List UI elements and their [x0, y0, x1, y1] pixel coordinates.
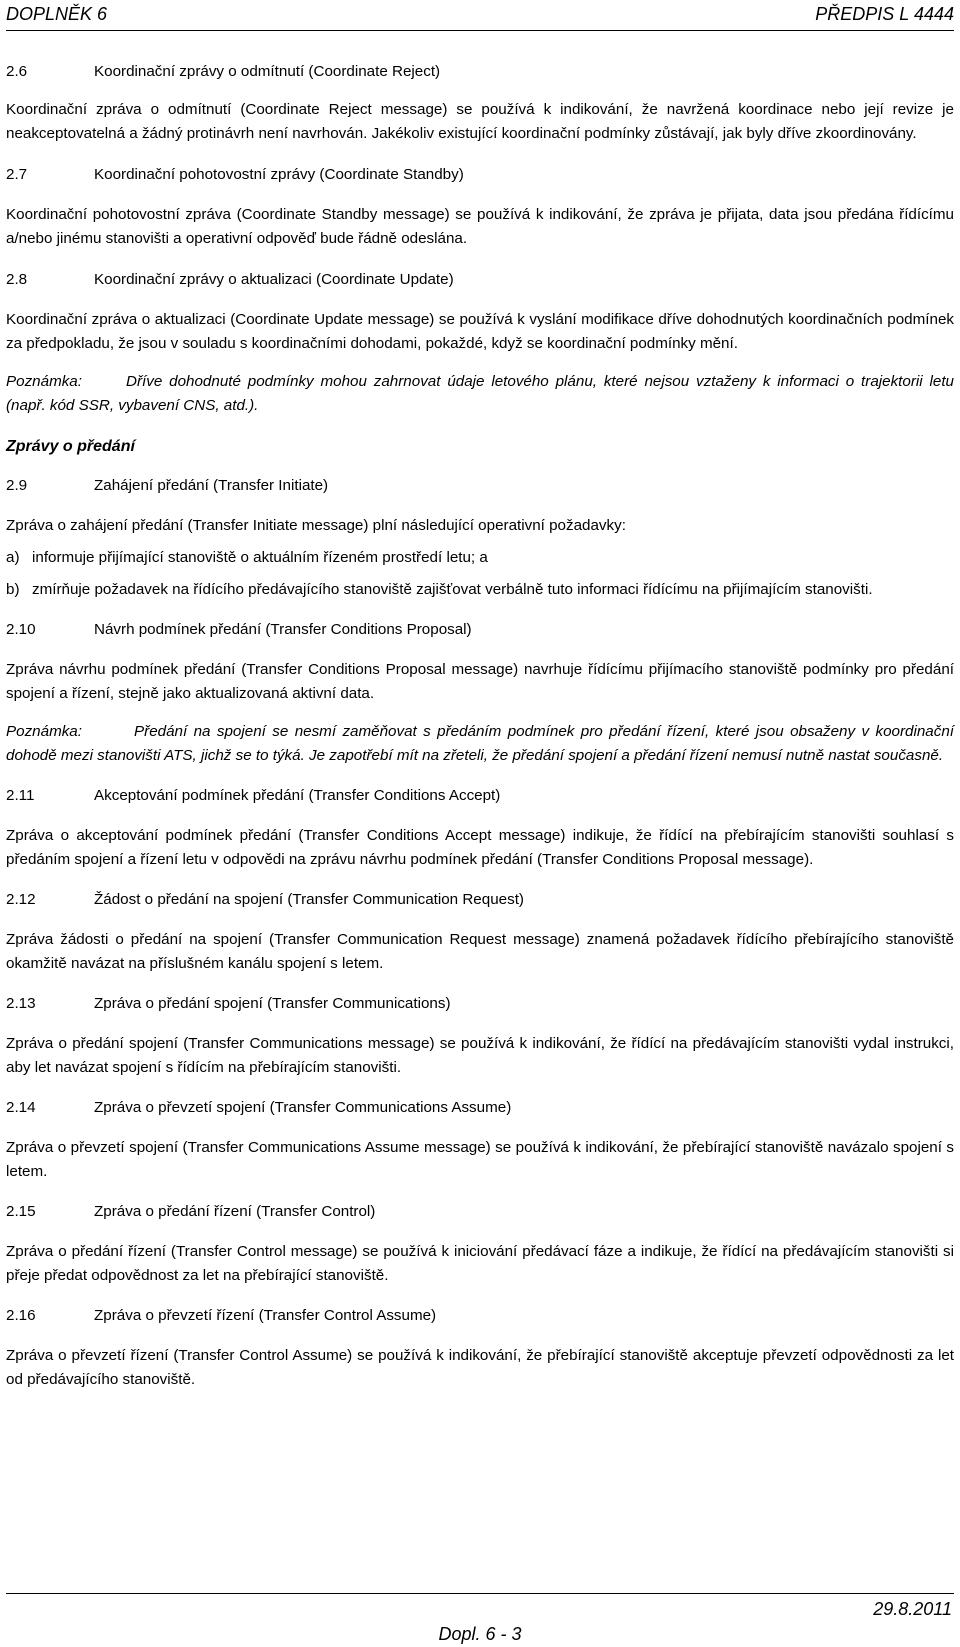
section-number: 2.15 — [6, 1203, 36, 1220]
section-body-2-16: Zpráva o převzetí řízení (Transfer Control Assume) se používá k indikování, že přebírající stanoviště akceptuje převzetí odpovědnosti za let od předávajícího stanoviště. — [6, 1347, 954, 1388]
section-body-2-12: Zpráva žádosti o předání na spojení (Transfer Communication Request message) znamená požadavek řídícího přebírajícího stanoviště okamžitě navázat na příslušném kanálu spojení s letem. — [6, 931, 954, 972]
section-title: Zpráva o převzetí řízení (Transfer Control Assume) — [94, 1307, 437, 1324]
section-heading-2-6 — [6, 62, 954, 82]
list-item — [6, 578, 954, 602]
list-item-label: b) — [6, 581, 20, 598]
section-number: 2.6 — [6, 63, 28, 80]
section-title: Akceptování podmínek předání (Transfer Conditions Accept) — [94, 787, 501, 804]
note-2-8 — [6, 370, 954, 418]
section-title: Zahájení předání (Transfer Initiate) — [94, 477, 329, 494]
section-number: 2.16 — [6, 1307, 36, 1324]
footer-date: 29.8.2011 — [873, 1599, 952, 1619]
section-heading-2-15 — [6, 1202, 954, 1222]
section-title: Návrh podmínek předání (Transfer Conditions Proposal) — [94, 621, 472, 638]
transfer-messages-heading: Zprávy o předání — [6, 438, 135, 455]
section-number: 2.9 — [6, 477, 28, 494]
section-number: 2.10 — [6, 621, 36, 638]
list-item — [6, 546, 954, 570]
section-body-2-10: Zpráva návrhu podmínek předání (Transfer Conditions Proposal message) navrhuje řídícímu přijímacího stanoviště podmínky pro předání spojení a řízení, stejně jako aktualizovaná aktivní data. — [6, 661, 954, 702]
list-item-label: a) — [6, 549, 20, 566]
footer-page-number: Dopl. 6 - 3 — [438, 1624, 522, 1644]
section-title: Zpráva o předání řízení (Transfer Control) — [94, 1203, 376, 1220]
footer-rule — [6, 1593, 954, 1594]
section-body-2-8: Koordinační zpráva o aktualizaci (Coordinate Update message) se používá k vyslání modifikace dříve dohodnutých koordinačních podmínek za předpokladu, že jsou v souladu s koordinačními dohodami, pokaždé, když se koordinační podmínky mění. — [6, 311, 954, 352]
document-body — [6, 62, 954, 1392]
section-title: Koordinační zprávy o aktualizaci (Coordinate Update) — [94, 271, 454, 288]
section-heading-2-16 — [6, 1306, 954, 1326]
section-number: 2.12 — [6, 891, 36, 908]
section-body-2-6: Koordinační zpráva o odmítnutí (Coordinate Reject message) se používá k indikování, že navržená koordinace nebo její revize je neakceptovatelná a žádný protinávrh není navrhován. Jakékoliv existující koordinační podmínky zůstávají, jak byly dříve zkoordinovány. — [6, 101, 954, 142]
section-number: 2.13 — [6, 995, 36, 1012]
section-number: 2.11 — [6, 787, 35, 804]
list-item-text: zmírňuje požadavek na řídícího předávajícího stanoviště zajišťovat verbálně tuto informaci řídícímu na přijímajícím stanovišti. — [32, 581, 873, 598]
section-body-2-9: Zpráva o zahájení předání (Transfer Initiate message) plní následující operativní požadavky: — [6, 517, 626, 534]
note-text: Dříve dohodnuté podmínky mohou zahrnovat údaje letového plánu, které nejsou vztaženy k informaci o trajektorii letu (např. kód SSR, vybavení CNS, atd.). — [6, 373, 954, 414]
note-label: Poznámka: — [6, 373, 82, 390]
section-body-2-11: Zpráva o akceptování podmínek předání (Transfer Conditions Accept message) indikuje, že řídící na přebírajícím stanovišti souhlasí s předáním spojení a řízení letu v odpovědi na zprávu návrhu podmínek předání (Transfer Conditions Proposal message). — [6, 827, 954, 868]
section-title: Koordinační pohotovostní zprávy (Coordinate Standby) — [94, 166, 464, 183]
header-rule — [6, 30, 954, 31]
header-right: PŘEDPIS L 4444 — [815, 4, 954, 24]
section-number: 2.8 — [6, 271, 28, 288]
section-body-2-15: Zpráva o předání řízení (Transfer Control message) se používá k iniciování předávací fáze a indikuje, že řídící na předávajícím stanovišti si přeje předat odpovědnost za let na přebírající stanoviště. — [6, 1243, 954, 1284]
section-heading-2-8 — [6, 270, 954, 290]
section-title: Žádost o předání na spojení (Transfer Communication Request) — [94, 891, 524, 908]
section-heading-2-13 — [6, 994, 954, 1014]
note-label: Poznámka: — [6, 723, 82, 740]
section-heading-2-12 — [6, 890, 954, 910]
list-item-text: informuje přijímající stanoviště o aktuálním řízeném prostředí letu; a — [32, 549, 488, 566]
section-number: 2.7 — [6, 166, 28, 183]
section-heading-2-14 — [6, 1098, 954, 1118]
page-header — [6, 4, 954, 30]
section-title: Zpráva o předání spojení (Transfer Communications) — [94, 995, 451, 1012]
section-heading-2-9 — [6, 476, 954, 496]
header-left: DOPLNĚK 6 — [6, 4, 108, 24]
note-text: Předání na spojení se nesmí zaměňovat s předáním podmínek pro předání řízení, které jsou obsaženy v koordinační dohodě mezi stanovišti ATS, jichž se to týká. Je zapotřebí mít na zřeteli, že předání spojení a předání řízení nemusí nutně nastat současně. — [6, 723, 954, 764]
section-heading-2-10 — [6, 620, 954, 640]
section-body-2-13: Zpráva o předání spojení (Transfer Communications message) se používá k indikování, že řídící na předávajícím stanovišti vydal instrukci, aby let navázat spojení s řídícím na přebírajícím stanovišti. — [6, 1035, 954, 1076]
section-heading-2-7 — [6, 165, 954, 185]
section-title: Zpráva o převzetí spojení (Transfer Communications Assume) — [94, 1099, 512, 1116]
section-body-2-14: Zpráva o převzetí spojení (Transfer Communications Assume message) se používá k indikování, že přebírající stanoviště navázalo spojení s letem. — [6, 1139, 954, 1180]
section-number: 2.14 — [6, 1099, 36, 1116]
section-heading-2-11 — [6, 786, 954, 806]
section-body-2-7: Koordinační pohotovostní zpráva (Coordinate Standby message) se používá k indikování, že zpráva je přijata, data jsou předána řídícímu a/nebo jinému stanovišti a operativní odpověď bude řádně odeslána. — [6, 206, 954, 247]
note-2-10 — [6, 720, 954, 768]
section-title: Koordinační zprávy o odmítnutí (Coordinate Reject) — [94, 63, 441, 80]
